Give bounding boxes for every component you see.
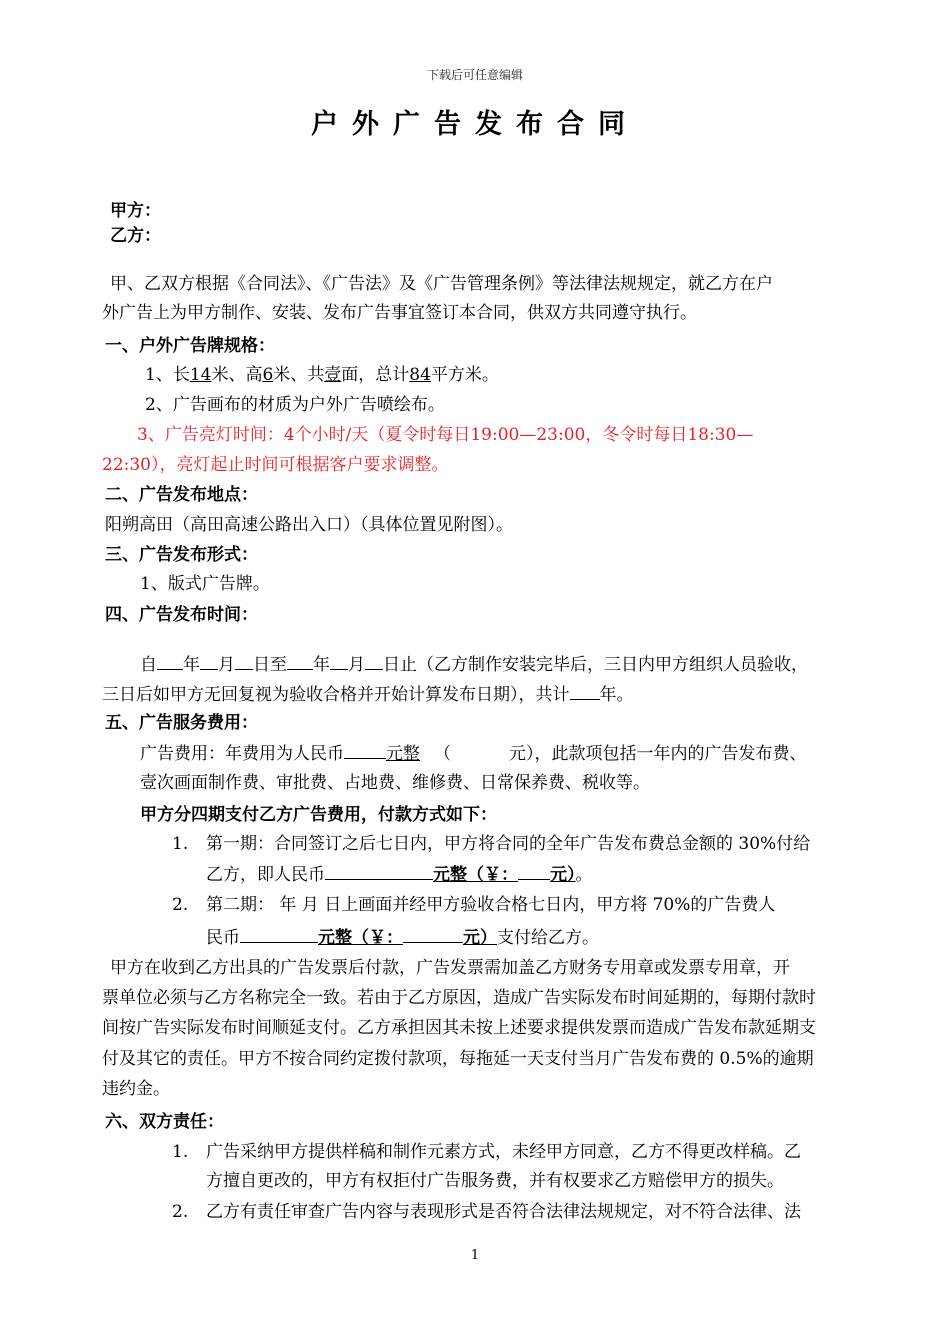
spec-text: 面，总计 — [341, 365, 410, 385]
payment-heading: 甲方分四期支付乙方广告费用，付款方式如下： — [140, 805, 497, 825]
period-text: 年。 — [599, 685, 634, 705]
period-text: 三日后如甲方无回复视为验收合格并开始计算发布日期），共计 — [102, 685, 570, 705]
payment-1-line-1 — [172, 832, 810, 856]
payment-1-line-2 — [206, 861, 593, 887]
fee-text: 元），此款项包括一年内的广告发布费、 — [509, 744, 807, 764]
section-3-heading: 三、广告发布形式： — [105, 545, 258, 565]
header-note: 下载后可任意编辑 — [426, 68, 523, 82]
fee-unit: 元整 — [386, 744, 420, 764]
party-a-label: 甲方： — [110, 201, 161, 221]
blank-year-start — [157, 651, 183, 670]
fee-text: （ — [434, 744, 451, 764]
blank-total-years — [570, 681, 600, 700]
spec-item-2: 2、广告画布的材质为户外广告喷绘布。 — [145, 395, 445, 415]
section-6-heading: 六、双方责任： — [105, 1112, 224, 1132]
payment-unit: 元） — [463, 928, 497, 948]
blank-payment-2-figure — [403, 924, 463, 943]
intro-line-2: 外广告上为甲方制作、安装、发布广告事宜签订本合同，供双方共同遵守执行。 — [102, 303, 697, 323]
responsibility-text: 广告采纳甲方提供样稿和制作元素方式，未经甲方同意，乙方不得更改样稿。乙 — [206, 1142, 801, 1162]
period-text: 日至 — [253, 655, 287, 675]
payment-text: 第一期：合同签订之后七日内，甲方将合同的全年广告发布费总金额的 30%付给 — [206, 834, 811, 854]
period-text: 自 — [140, 655, 157, 675]
period-text: 月 — [348, 655, 365, 675]
payment-2-line-1 — [172, 893, 775, 917]
spec-area: 84 — [409, 365, 431, 385]
contract-title: 户外广告发布合同 — [311, 109, 639, 140]
payment-text: 民币 — [206, 928, 240, 948]
spec-item-3-line-2: 22:30），亮灯起止时间可根据客户要求调整。 — [102, 455, 449, 475]
list-number: 2. — [172, 1202, 189, 1222]
payment-unit: 元） — [550, 865, 576, 885]
payment-unit: 元整（￥： — [433, 865, 518, 885]
payment-unit: 元整（￥： — [318, 928, 403, 948]
payment-text: 乙方，即人民币 — [206, 865, 325, 885]
payment-paragraph-line-3: 间按广告实际发布时间顺延支付。乙方承担因其未按上述要求提供发票而造成广告发布款延期支 — [102, 1018, 816, 1038]
list-number: 1. — [172, 1142, 189, 1162]
period-line-1 — [140, 651, 808, 677]
payment-2-line-2 — [206, 924, 599, 950]
section-1-heading: 一、户外广告牌规格： — [105, 336, 275, 356]
fee-line-2: 壹次画面制作费、审批费、占地费、维修费、日常保养费、税收等。 — [140, 773, 650, 793]
period-text: 月 — [218, 655, 235, 675]
intro-line-1: 甲、乙双方根据《合同法》、《广告法》及《广告管理条例》等法律法规规定，就乙方在户 — [110, 274, 773, 294]
spec-text: 平方米。 — [430, 365, 499, 385]
blank-day-start — [235, 651, 253, 670]
period-text: 年 — [183, 655, 200, 675]
spec-item-3-line-1: 3、广告亮灯时间：4个小时/天（夏令时每日19:00—23:00，冬令时每日18:30— — [137, 425, 754, 445]
blank-fee-amount — [344, 740, 386, 759]
fee-line-1 — [140, 740, 807, 766]
period-text: 年 — [313, 655, 330, 675]
blank-month-start — [200, 651, 218, 670]
payment-text: 。 — [575, 865, 593, 885]
blank-payment-1-amount — [325, 861, 433, 880]
period-text: 日止（乙方制作安装完毕后，三日内甲方组织人员验收， — [383, 655, 808, 675]
blank-day-end — [365, 651, 383, 670]
section-4-heading: 四、广告发布时间： — [105, 605, 258, 625]
spec-text: 米、共 — [273, 365, 325, 385]
responsibility-1-line-2: 方擅自更改的，甲方有权拒付广告服务费，并有权要求乙方赔偿甲方的损失。 — [206, 1171, 784, 1191]
blank-month-end — [330, 651, 348, 670]
list-number: 1. — [172, 834, 189, 854]
party-b-label: 乙方： — [110, 226, 161, 246]
payment-paragraph-line-1: 甲方在收到乙方出具的广告发票后付款，广告发票需加盖乙方财务专用章或发票专用章，开 — [110, 958, 790, 978]
period-line-2 — [102, 681, 634, 707]
fee-text: 广告费用：年费用为人民币 — [140, 744, 344, 764]
section-2-heading: 二、广告发布地点： — [105, 485, 258, 505]
blank-year-end — [287, 651, 313, 670]
form-text: 1、版式广告牌。 — [140, 574, 270, 594]
payment-paragraph-line-5: 违约金。 — [102, 1079, 170, 1099]
spec-faces: 壹 — [324, 365, 342, 385]
spec-length: 14 — [189, 365, 212, 385]
section-5-heading: 五、广告服务费用： — [105, 713, 258, 733]
responsibility-text: 乙方有责任审查广告内容与表现形式是否符合法律法规规定，对不符合法律、法 — [206, 1202, 801, 1222]
spec-text: 1、长 — [145, 365, 190, 385]
payment-text: 支付给乙方。 — [497, 928, 599, 948]
spec-height: 6 — [262, 365, 274, 385]
blank-payment-1-figure — [518, 861, 550, 880]
list-number: 2. — [172, 895, 189, 915]
spec-item-1 — [145, 363, 499, 387]
payment-text: 第二期： 年 月 日上画面并经甲方验收合格七日内，甲方将 70%的广告费人 — [206, 895, 776, 915]
payment-paragraph-line-4: 付及其它的责任。甲方不按合同约定拨付款项，每拖延一天支付当月广告发布费的 0.5%的逾期 — [102, 1049, 814, 1069]
blank-payment-2-amount — [240, 924, 318, 943]
responsibility-1-line-1 — [172, 1140, 801, 1164]
responsibility-2-line-1 — [172, 1200, 801, 1224]
page-number: 1 — [470, 1248, 480, 1263]
payment-paragraph-line-2: 票单位必须与乙方名称完全一致。若由于乙方原因，造成广告实际发布时间延期的，每期付款时 — [102, 988, 816, 1008]
location-text: 阳朔高田（高田高速公路出入口）（具体位置见附图）。 — [105, 515, 513, 535]
spec-text: 米、高 — [211, 365, 263, 385]
